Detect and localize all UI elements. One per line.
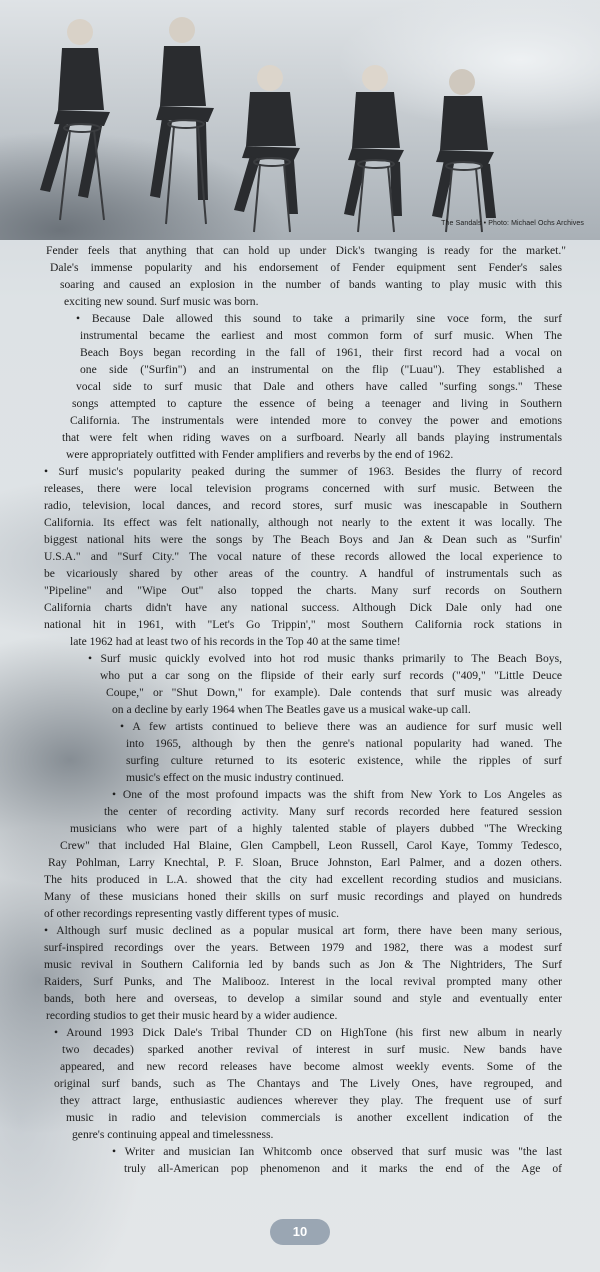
text-line: the center of recording activity. Many surf records recorded here featured session (104, 805, 562, 818)
text-line: original surf bands, such as The Chantays and The Lively Ones, have regrouped, and (54, 1077, 562, 1090)
text-line: California. Its effect was felt nationally, although not nearly to the extent it was locally. The (44, 516, 562, 529)
text-line: • Surf music's popularity peaked during the summer of 1963. Besides the flurry of record (44, 465, 562, 478)
text-line: • Writer and musician Ian Whitcomb once observed that surf music was "the last (112, 1145, 562, 1158)
text-line: music revival in Southern California led by bands such as Jon & The Nightriders, The Surf (44, 958, 562, 971)
text-line: Beach Boys began recording in the fall of 1961, their first record had a vocal on (80, 346, 562, 359)
text-line: national hit in 1961, with "Let's Go Trippin'," most Southern California rock stations in (44, 618, 562, 631)
text-line: who put a car song on the flipside of their early surf records ("409," "Little Deuce (100, 669, 562, 682)
photo-credit (441, 220, 584, 227)
text-line: they attract large, enthusiastic audiences wherever they play. The frequent use of surf (60, 1094, 562, 1107)
text-line: • Although surf music declined as a popular musical art form, there have been many serious, (44, 924, 562, 937)
text-line: Ray Pohlman, Larry Knechtal, P. F. Sloan, Bruce Johnston, Earl Palmer, and a dozen others. (48, 856, 562, 869)
text-line: surf-inspired recordings over the years. Between 1979 and 1982, there was a modest surf (44, 941, 562, 954)
page-number: 10 (270, 1219, 330, 1245)
text-line: "Pipeline" and "Wipe Out" also topped the charts. Many surf records on Southern (44, 584, 562, 597)
text-line: one side ("Surfin") and an instrumental on the flip ("Luau"). They established a (80, 363, 562, 376)
text-line: music's effect on the music industry continued. (126, 771, 344, 784)
text-line: • A few artists continued to believe there was an audience for surf music well (120, 720, 562, 733)
text-line: U.S.A." and "Surf City." The vocal nature of these records allowed the local experience to (44, 550, 562, 563)
photo-credit-source: Photo: Michael Ochs Archives (488, 220, 584, 227)
text-line: Crew" that included Hal Blaine, Glen Campbell, Leon Russell, Carol Kaye, Tommy Tedesco, (60, 839, 562, 852)
text-line: Raiders, Surf Punks, and The Malibooz. Interest in the local revival prompted many other (44, 975, 562, 988)
text-line: soaring and caused an explosion in the number of bands wanting to play music with this (60, 278, 562, 291)
text-line: bands, both here and overseas, to develop a similar sound and style and eventually enter (44, 992, 562, 1005)
text-line: be vicariously shared by other areas of the country. A handful of instrumentals such as (44, 567, 562, 580)
text-line: California. The instrumentals were intended more to convey the power and emotions (70, 414, 562, 427)
text-line: were appropriately outfitted with Fender amplifiers and reverbs by the end of 1962. (66, 448, 454, 461)
text-line: songs attempted to capture the essence of being a teenager and living in Southern (72, 397, 562, 410)
text-line: instrumental became the earliest and most common form of surf music. When The (80, 329, 562, 342)
text-line: appeared, and new record releases have become almost weekly events. Some of the (60, 1060, 562, 1073)
text-line: The hits produced in L.A. showed that the city had excellent recording studios and musicians. (44, 873, 562, 886)
text-line: • Because Dale allowed this sound to take a primarily sine voce form, the surf (76, 312, 562, 325)
text-line: biggest national hits were the songs by The Beach Boys and Jan & Dean such as "Surfin' (44, 533, 562, 546)
text-line: on a decline by early 1964 when The Beatles gave us a musical wake-up call. (112, 703, 471, 716)
text-line: Fender feels that anything that can hold up under Dick's twanging is ready for the market." (46, 244, 566, 257)
text-line: recording studios to get their music heard by a wider audience. (46, 1009, 338, 1022)
band-photo-illustration (0, 0, 600, 240)
text-line: music in radio and television commercials is another excellent indication of the (66, 1111, 562, 1124)
text-line: • One of the most profound impacts was the shift from New York to Los Angeles as (112, 788, 562, 801)
text-line: two decades) sparked another revival of interest in surf music. New bands have (62, 1043, 562, 1056)
text-line: radio, television, local dances, and record stores, surf music was inescapable in Southern (44, 499, 562, 512)
text-line: surfing culture returned to its esoteric existence, while the ripples of surf (126, 754, 562, 767)
text-line: Coupe," or "Shut Down," for example). Dale contends that surf music was already (106, 686, 562, 699)
text-line: California charts didn't have any national success. Although Dick Dale only had one (44, 601, 562, 614)
text-line: musicians who were part of a highly talented stable of players dubbed "The Wrecking (70, 822, 562, 835)
text-line: releases, there were local television programs concerned with surf music. Between the (44, 482, 562, 495)
band-photo (0, 0, 600, 240)
text-line: Dale's immense popularity and his endorsement of Fender equipment sent Fender's sales (50, 261, 562, 274)
text-line: • Around 1993 Dick Dale's Tribal Thunder CD on HighTone (his first new album in nearly (54, 1026, 562, 1039)
text-line: truly all-American pop phenomenon and it marks the end of the Age of (124, 1162, 562, 1175)
text-line: vocal side to surf music that Dale and others have called "surfing songs." These (76, 380, 562, 393)
text-line: exciting new sound. Surf music was born. (64, 295, 259, 308)
text-line: late 1962 had at least two of his records in the Top 40 at the same time! (70, 635, 401, 648)
text-line: Many of these musicians honed their skills on surf music recordings and played on hundreds (44, 890, 562, 903)
text-line: genre's continuing appeal and timelessness. (72, 1128, 274, 1141)
text-line: of other recordings representing vastly different types of music. (44, 907, 340, 920)
text-line: • Surf music quickly evolved into hot rod music thanks primarily to The Beach Boys, (88, 652, 562, 665)
photo-caption: The Sandals (441, 220, 482, 227)
credit-separator: • (481, 220, 489, 227)
text-line: into 1965, although by then the genre's national popularity had waned. The (126, 737, 562, 750)
text-line: that were felt when riding waves on a surfboard. Nearly all bands playing instrumentals (62, 431, 562, 444)
